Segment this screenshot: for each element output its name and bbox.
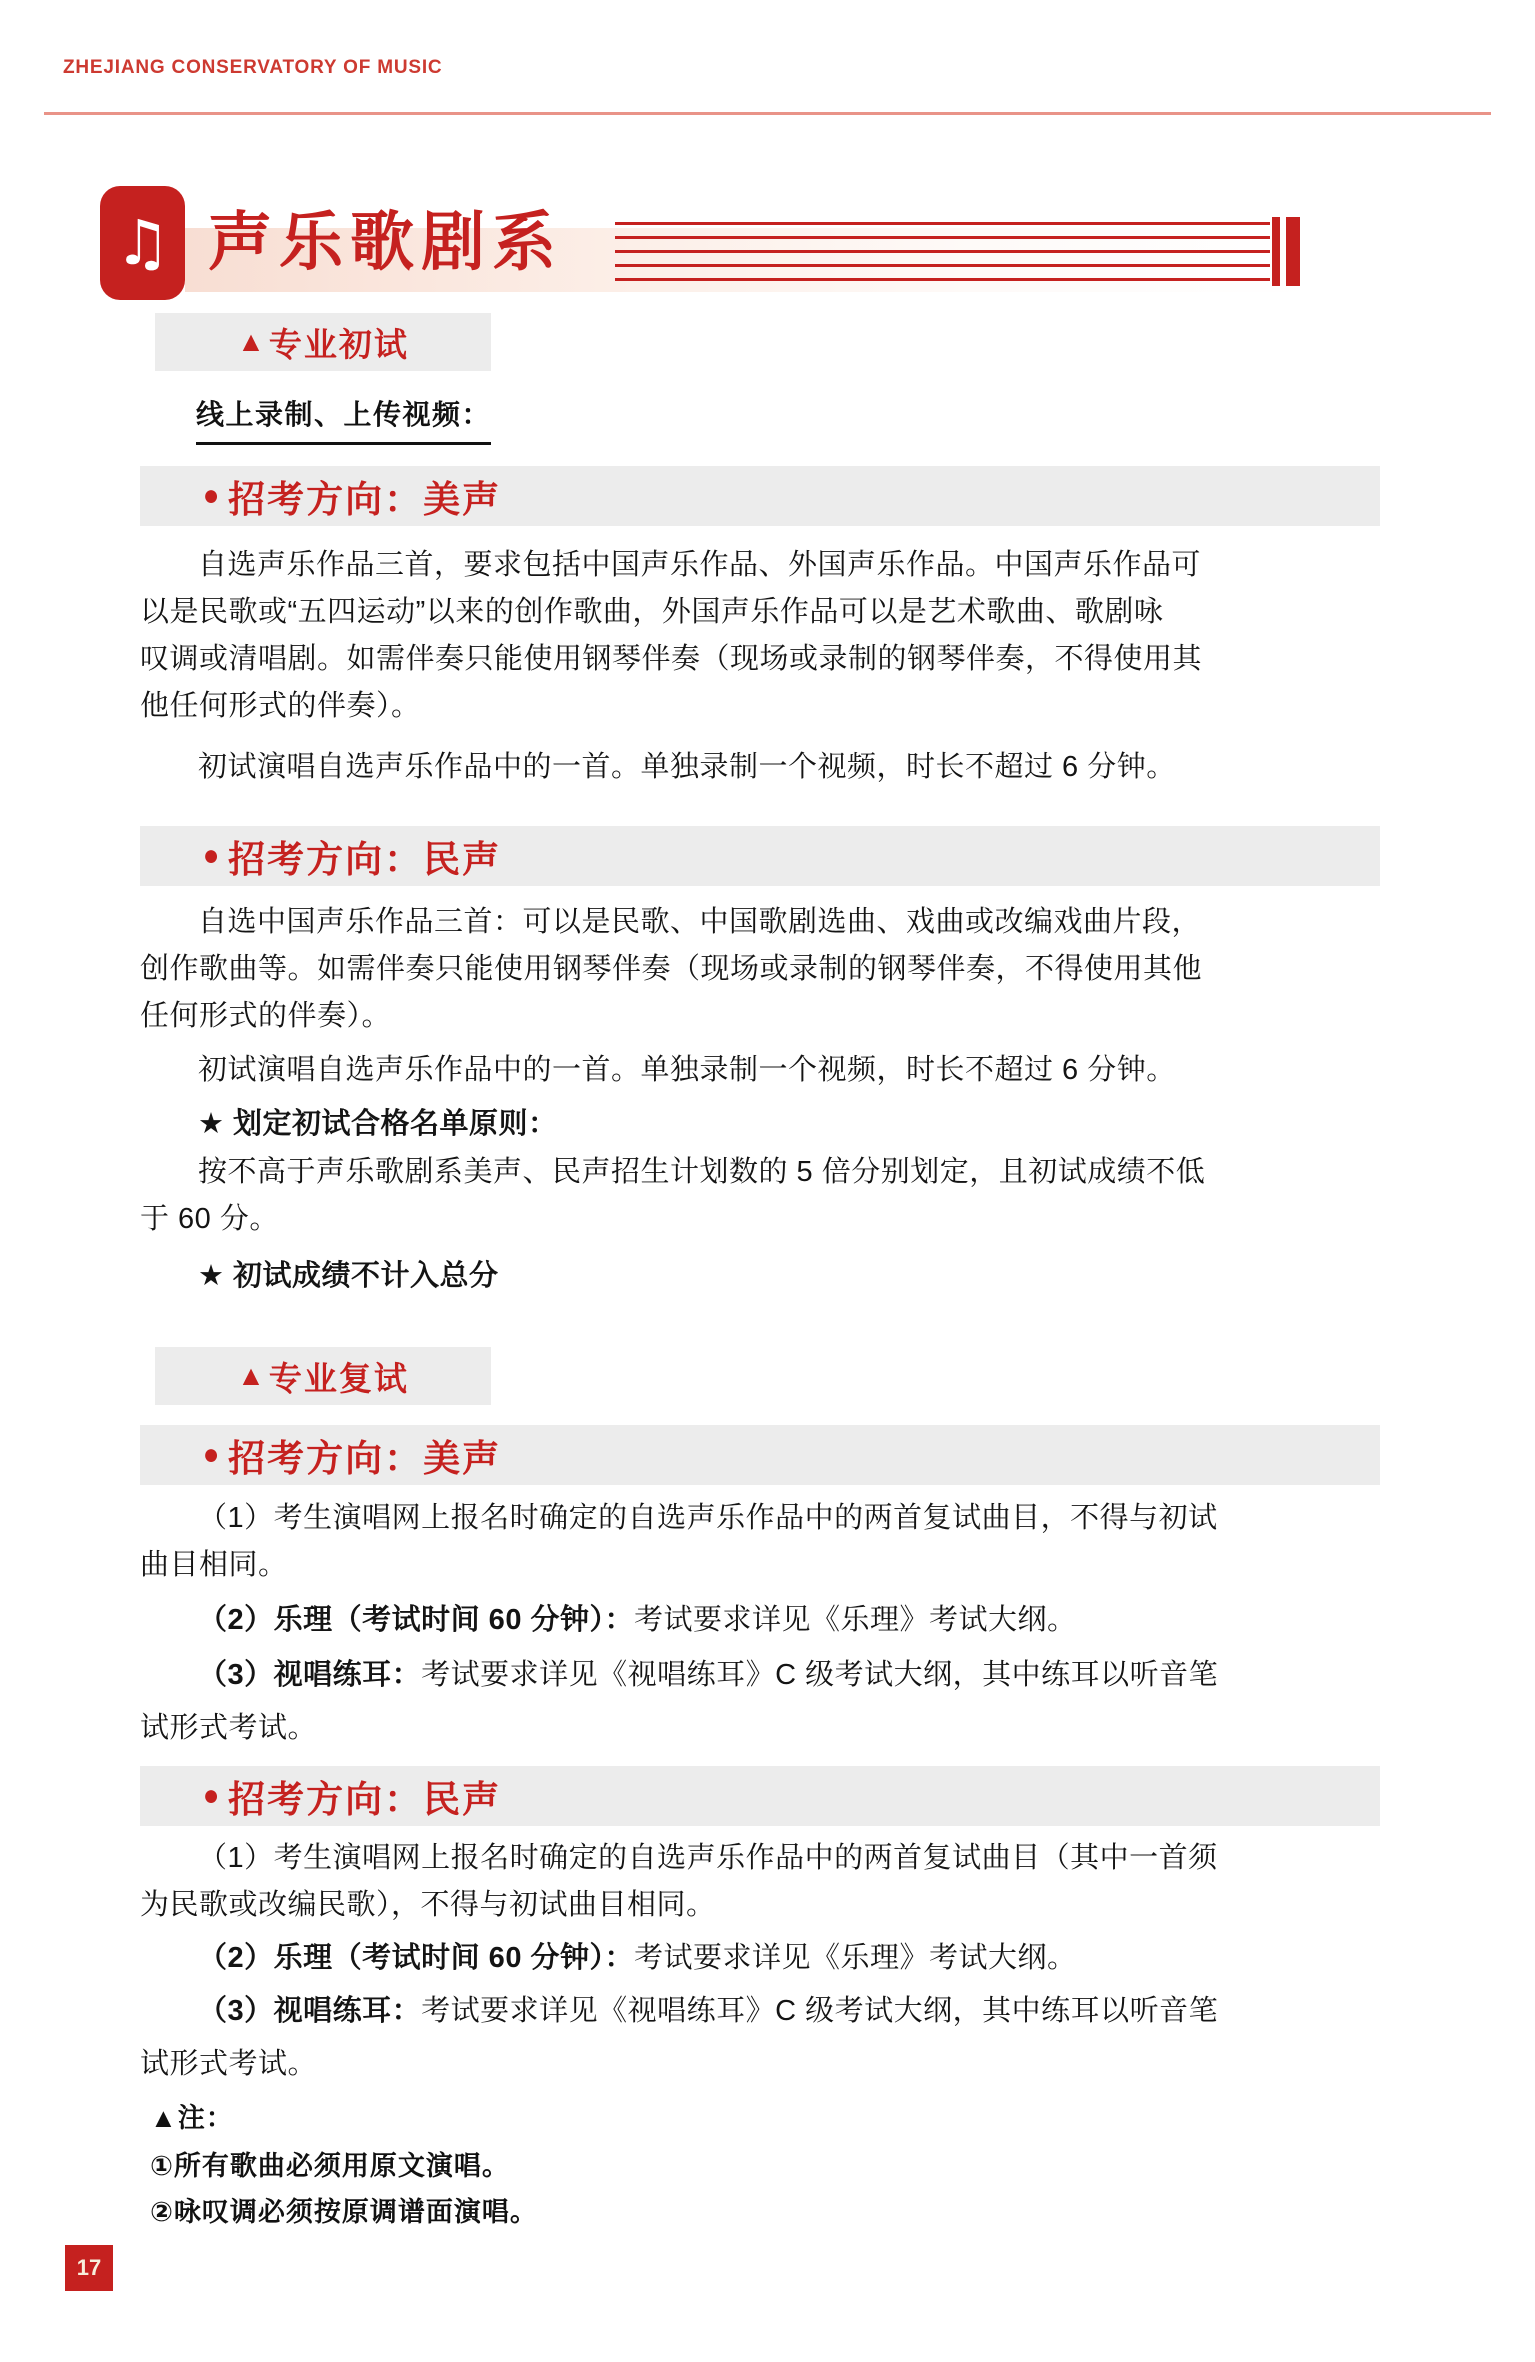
body-line: 为民歌或改编民歌），不得与初试曲目相同。 xyxy=(140,1889,716,1921)
direction-label: 招考方向：美声 xyxy=(228,1438,502,1479)
body-line xyxy=(140,1938,1448,1978)
score-note: ★ 初试成绩不计入总分 xyxy=(198,1260,499,1292)
body-line: （1）考生演唱网上报名时确定的自选声乐作品中的两首复试曲目（其中一首须 xyxy=(198,1842,1218,1874)
body-line: 于 60 分。 xyxy=(140,1203,279,1235)
direction-label: 招考方向：民声 xyxy=(228,1779,502,1820)
item-rest: 考试要求详见《视唱练耳》C 级考试大纲，其中练耳以听音笔 xyxy=(421,1659,1219,1691)
body-line xyxy=(140,1600,1448,1640)
item-rest: 考试要求详见《乐理》考试大纲。 xyxy=(634,1604,1077,1636)
rule-title: ★ 划定初试合格名单原则： xyxy=(198,1108,558,1140)
page-number-badge: 17 xyxy=(65,2245,113,2291)
direction-banner-bel-canto-first xyxy=(140,466,1380,526)
department-title: 声乐歌剧系 xyxy=(208,206,563,278)
body-line: 初试演唱自选声乐作品中的一首。单独录制一个视频，时长不超过 6 分钟。 xyxy=(198,1054,1176,1086)
item-lead: （3）视唱练耳： xyxy=(198,1995,422,2027)
item-lead: （3）视唱练耳： xyxy=(198,1659,422,1691)
body-line: 自选声乐作品三首，要求包括中国声乐作品、外国声乐作品。中国声乐作品可 xyxy=(198,549,1202,581)
body-line xyxy=(140,1991,1448,2031)
body-line: （1）考生演唱网上报名时确定的自选声乐作品中的两首复试曲目，不得与初试 xyxy=(198,1502,1218,1534)
direction-banner-folk-first xyxy=(140,826,1380,886)
body-line xyxy=(140,1655,1448,1695)
body-line: 创作歌曲等。如需伴奏只能使用钢琴伴奏（现场或录制的钢琴伴奏，不得使用其他 xyxy=(140,953,1203,985)
direction-banner-folk-second xyxy=(140,1766,1380,1826)
body-line: 按不高于声乐歌剧系美声、民声招生计划数的 5 倍分别划定，且初试成绩不低 xyxy=(198,1156,1206,1188)
notes-title: ▲注： xyxy=(150,2103,234,2133)
bullet-icon: ● xyxy=(202,1779,220,1812)
section-label: 专业初试 xyxy=(268,325,409,363)
body-line: 自选中国声乐作品三首：可以是民歌、中国歌剧选曲、戏曲或改编戏曲片段， xyxy=(198,906,1202,938)
item-lead: （2）乐理（考试时间 60 分钟）： xyxy=(198,1942,635,1974)
staff-barline-thin xyxy=(1272,217,1280,286)
bullet-icon: ● xyxy=(202,479,220,512)
music-note-glyph: ♫ xyxy=(114,206,171,279)
music-note-icon xyxy=(100,186,185,300)
body-line: 以是民歌或“五四运动”以来的创作歌曲，外国声乐作品可以是艺术歌曲、歌剧咏 xyxy=(140,596,1164,628)
note-item: ①所有歌曲必须用原文演唱。 xyxy=(150,2151,510,2181)
bullet-icon: ● xyxy=(202,1438,220,1471)
triangle-icon: ▲ xyxy=(237,326,267,357)
body-line: 他任何形式的伴奏）。 xyxy=(140,690,421,722)
direction-label: 招考方向：民声 xyxy=(228,839,502,880)
item-rest: 考试要求详见《乐理》考试大纲。 xyxy=(634,1942,1077,1974)
note-item: ②咏叹调必须按原调谱面演唱。 xyxy=(150,2197,538,2227)
bullet-icon: ● xyxy=(202,839,220,872)
body-line: 试形式考试。 xyxy=(140,2048,318,2080)
item-lead: （2）乐理（考试时间 60 分钟）： xyxy=(198,1604,635,1636)
body-line: 试形式考试。 xyxy=(140,1712,318,1744)
staff-lines-decoration xyxy=(615,222,1305,292)
org-name-en: ZHEJIANG CONSERVATORY OF MUSIC xyxy=(63,57,443,78)
body-line: 初试演唱自选声乐作品中的一首。单独录制一个视频，时长不超过 6 分钟。 xyxy=(198,751,1176,783)
staff-barline-thick xyxy=(1286,217,1300,286)
header-divider xyxy=(44,112,1491,115)
direction-label: 招考方向：美声 xyxy=(228,479,502,520)
triangle-icon: ▲ xyxy=(237,1360,267,1391)
body-line: 叹调或清唱剧。如需伴奏只能使用钢琴伴奏（现场或录制的钢琴伴奏，不得使用其 xyxy=(140,643,1203,675)
body-line: 曲目相同。 xyxy=(140,1549,288,1581)
online-recording-note: 线上录制、上传视频： xyxy=(196,393,491,445)
section-heading-first-round xyxy=(155,313,491,371)
direction-banner-bel-canto-second xyxy=(140,1425,1380,1485)
section-heading-second-round xyxy=(155,1347,491,1405)
section-label: 专业复试 xyxy=(268,1359,409,1397)
item-rest: 考试要求详见《视唱练耳》C 级考试大纲，其中练耳以听音笔 xyxy=(421,1995,1219,2027)
body-line: 任何形式的伴奏）。 xyxy=(140,1000,392,1032)
